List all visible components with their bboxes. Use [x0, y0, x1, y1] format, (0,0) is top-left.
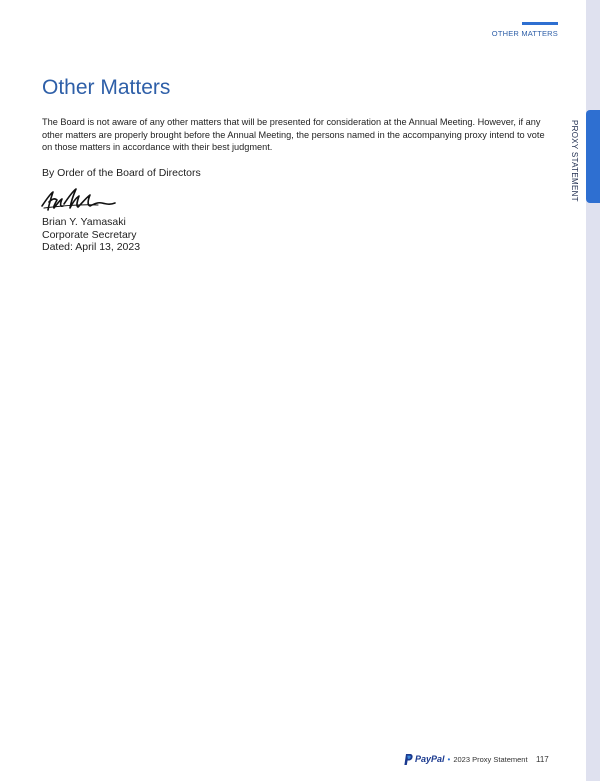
footer-document-title: 2023 Proxy Statement	[453, 754, 528, 764]
paypal-logo-icon	[404, 754, 413, 765]
signer-name: Brian Y. Yamasaki	[42, 216, 126, 228]
header-accent-bar	[522, 22, 558, 25]
footer-brand: PayPal	[415, 754, 445, 764]
date-line: Dated: April 13, 2023	[42, 241, 141, 253]
side-tab-label: PROXY STATEMENT	[570, 120, 579, 202]
body-paragraph: The Board is not aware of any other matters that will be presented for consideration at the Annual Meeting. However, if any other matters are properly brought before the Annual Meeting, the persons named in the accompanying proxy intend to vote on those matters in accordance with their best judgment.	[42, 117, 545, 153]
page-number: 117	[536, 754, 549, 764]
signature-image	[40, 186, 126, 216]
footer	[404, 752, 528, 766]
side-tab[interactable]	[586, 110, 600, 203]
footer-bullet: •	[447, 754, 451, 764]
signer-block	[42, 216, 140, 254]
signer-title: Corporate Secretary	[42, 228, 137, 241]
page-title: Other Matters	[42, 76, 171, 99]
closing-line: By Order of the Board of Directors	[42, 167, 201, 179]
section-header-label: OTHER MATTERS	[491, 29, 558, 38]
